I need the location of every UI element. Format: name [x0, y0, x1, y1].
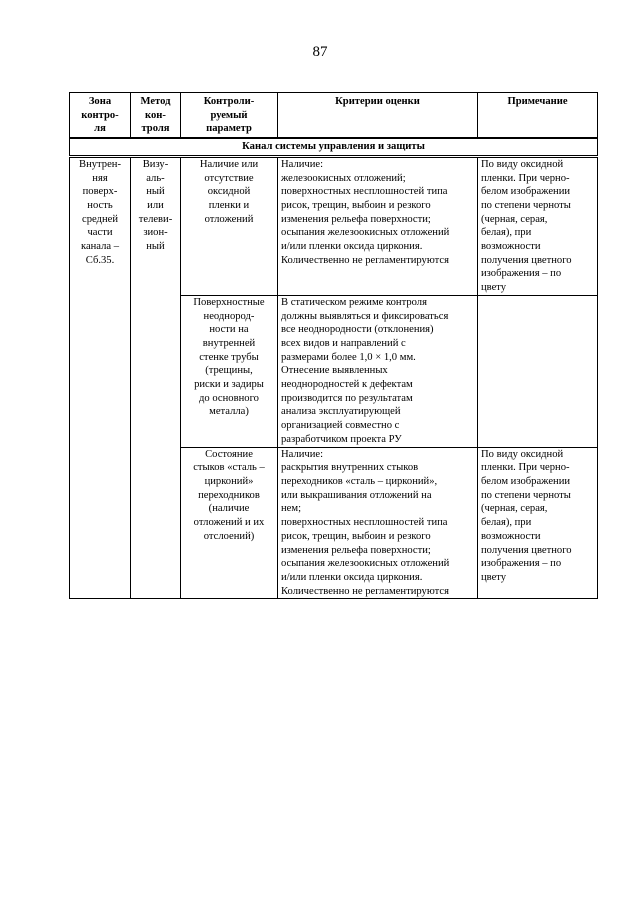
- cell-line: Количественно не регламентируются: [281, 585, 449, 597]
- cell-line: разработчиком проекта РУ: [281, 433, 402, 445]
- cell-line: и/или пленки оксида циркония.: [281, 241, 423, 253]
- cell-line: ля: [94, 123, 106, 135]
- cell-line: производится по результатам: [281, 392, 413, 404]
- cell-line: По виду оксидной: [481, 448, 564, 460]
- note-cell: [478, 156, 598, 295]
- criteria-cell: [278, 156, 478, 295]
- cell-line: до основного: [199, 392, 259, 404]
- cell-line: или: [147, 199, 164, 211]
- note-cell: [478, 295, 598, 447]
- method-cell: [131, 156, 181, 599]
- cell-line: неоднород-: [203, 310, 255, 322]
- cell-line: белом изображении: [481, 186, 571, 198]
- cell-line: стенке трубы: [199, 351, 259, 363]
- cell-line: Количественно не регламентируются: [281, 254, 449, 266]
- criteria-table: [69, 92, 598, 599]
- note-cell: [478, 447, 598, 599]
- cell-line: поверхностных несплошностей типа: [281, 186, 448, 198]
- cell-line: отложений: [204, 213, 254, 225]
- cell-line: всех видов и направлений с: [281, 337, 406, 349]
- section-row: [70, 138, 598, 156]
- cell-line: Наличие:: [281, 158, 324, 170]
- cell-line: Наличие:: [281, 448, 324, 460]
- cell-line: Визу-: [142, 158, 169, 170]
- cell-line: осыпания железоокисных отложений: [281, 227, 450, 239]
- cell-line: Отнесение выявленных: [281, 365, 388, 377]
- cell-line: осыпания железоокисных отложений: [281, 558, 450, 570]
- cell-line: возможности: [481, 530, 541, 542]
- cell-line: средней: [82, 213, 118, 225]
- criteria-cell: [278, 295, 478, 447]
- cell-line: В статическом режиме контроля: [281, 296, 427, 308]
- cell-line: цвету: [481, 282, 507, 294]
- cell-line: изменения рельефа поверхности;: [281, 544, 431, 556]
- cell-line: белая), при: [481, 517, 532, 529]
- cell-line: риски и задиры: [194, 379, 264, 391]
- parameter-cell: [181, 447, 278, 599]
- cell-line: телеви-: [138, 213, 173, 225]
- cell-line: (наличие: [208, 503, 250, 515]
- cell-line: по степени черноты: [481, 199, 571, 211]
- cell-line: цирконий»: [204, 475, 254, 487]
- cell-line: ный: [146, 186, 165, 198]
- section-title: Канал системы управления и защиты: [70, 138, 598, 156]
- cell-line: неоднородностей к дефектам: [281, 379, 413, 391]
- cell-line: кон-: [145, 109, 166, 121]
- cell-line: анализа эксплуатирующей: [281, 406, 401, 418]
- header-method: [131, 93, 181, 139]
- cell-line: По виду оксидной: [481, 158, 564, 170]
- cell-line: Сб.35.: [85, 254, 115, 266]
- cell-line: рисок, трещин, выбоин и резкого: [281, 530, 431, 542]
- table-row: [70, 156, 598, 295]
- parameter-cell: [181, 295, 278, 447]
- cell-line: получения цветного: [481, 544, 572, 556]
- cell-line: канала –: [80, 241, 120, 253]
- cell-line: и/или пленки оксида циркония.: [281, 571, 423, 583]
- table-header-row: [70, 93, 598, 139]
- cell-line: няя: [92, 172, 108, 184]
- cell-line: Состояние: [205, 448, 253, 460]
- cell-line: переходников «сталь – цирконий»,: [281, 475, 438, 487]
- cell-line: или выкрашивания отложений на: [281, 489, 432, 501]
- cell-line: изображения – по: [481, 558, 562, 570]
- cell-line: зион-: [143, 227, 168, 239]
- header-zone: [70, 93, 131, 139]
- cell-line: отложений и их: [193, 517, 265, 529]
- page-number: 87: [312, 44, 328, 60]
- cell-line: отсутствие: [204, 172, 254, 184]
- cell-line: по степени черноты: [481, 489, 571, 501]
- cell-line: (трещины,: [205, 365, 253, 377]
- cell-line: оксидной: [207, 186, 251, 198]
- cell-line: Критерии оценки: [335, 96, 420, 107]
- cell-line: белая), при: [481, 227, 532, 239]
- cell-line: троля: [141, 123, 170, 135]
- cell-line: белом изображении: [481, 475, 571, 487]
- cell-line: Внутрен-: [79, 158, 121, 170]
- cell-line: руемый: [210, 109, 248, 121]
- cell-line: Контроли-: [203, 96, 255, 107]
- cell-line: размерами более 1,0 × 1,0 мм.: [281, 351, 416, 363]
- cell-line: раскрытия внутренних стыков: [281, 462, 419, 474]
- cell-line: рисок, трещин, выбоин и резкого: [281, 199, 431, 211]
- cell-line: металла): [209, 406, 249, 418]
- cell-line: получения цветного: [481, 254, 572, 266]
- cell-line: поверхностных несплошностей типа: [281, 517, 448, 529]
- cell-line: (черная, серая,: [481, 503, 548, 515]
- cell-line: организацией совместно с: [281, 420, 400, 432]
- cell-line: изменения рельефа поверхности;: [281, 213, 431, 225]
- cell-line: пленки. При черно-: [481, 172, 570, 184]
- cell-line: все неоднородности (отклонения): [281, 324, 434, 336]
- parameter-cell: [181, 156, 278, 295]
- cell-line: пленки и: [208, 199, 250, 211]
- cell-line: железоокисных отложений;: [281, 172, 406, 184]
- cell-line: Примечание: [507, 96, 568, 107]
- cell-line: отслоений): [203, 530, 255, 542]
- header-note: [478, 93, 598, 139]
- cell-line: параметр: [206, 123, 252, 135]
- cell-line: (черная, серая,: [481, 213, 548, 225]
- cell-line: изображения – по: [481, 268, 562, 280]
- cell-line: стыков «сталь –: [193, 462, 265, 474]
- cell-line: ный: [146, 241, 165, 253]
- cell-line: ность: [87, 199, 113, 211]
- cell-line: части: [87, 227, 113, 239]
- cell-line: внутренней: [202, 337, 256, 349]
- cell-line: поверх-: [82, 186, 118, 198]
- criteria-cell: [278, 447, 478, 599]
- cell-line: ности на: [209, 324, 249, 336]
- cell-line: должны выявляться и фиксироваться: [281, 310, 449, 322]
- header-criteria: [278, 93, 478, 139]
- cell-line: Наличие или: [199, 158, 259, 170]
- cell-line: цвету: [481, 571, 507, 583]
- cell-line: пленки. При черно-: [481, 462, 570, 474]
- cell-line: возможности: [481, 241, 541, 253]
- cell-line: Зона: [88, 96, 112, 107]
- cell-line: переходников: [198, 489, 260, 501]
- zone-cell: [70, 156, 131, 599]
- cell-line: контро-: [81, 109, 119, 121]
- cell-line: Поверхностные: [193, 296, 265, 308]
- header-parameter: [181, 93, 278, 139]
- cell-line: аль-: [146, 172, 165, 184]
- cell-line: Метод: [140, 96, 171, 107]
- cell-line: нем;: [281, 503, 302, 515]
